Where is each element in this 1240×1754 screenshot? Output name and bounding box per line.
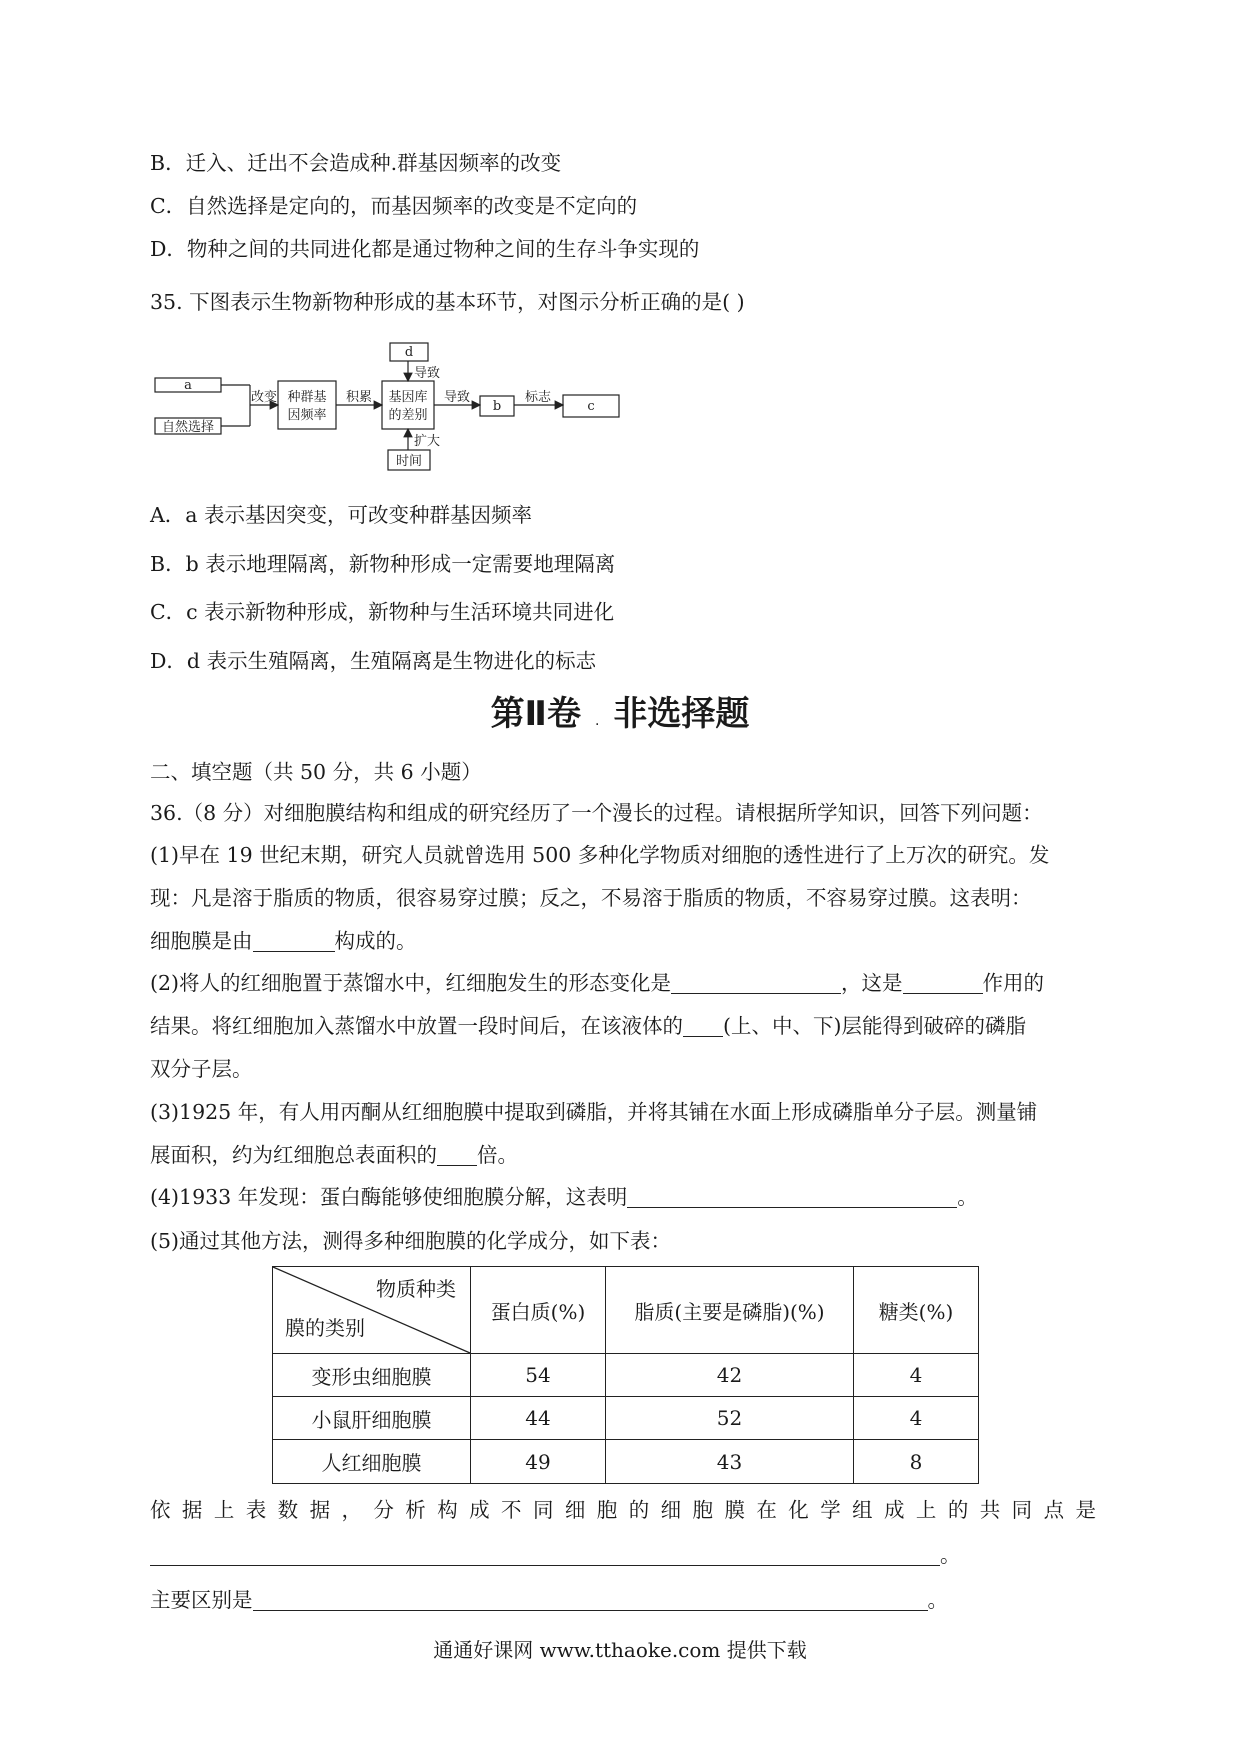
svg-text:时间: 时间 xyxy=(395,454,423,469)
cell-value: 49 xyxy=(471,1440,606,1484)
answer-blank-8[interactable] xyxy=(253,1588,928,1611)
q35-option-b: B．b 表示地理隔离，新物种形成一定需要地理隔离 xyxy=(150,552,616,576)
cell-value: 8 xyxy=(854,1440,979,1484)
svg-text:种群基: 种群基 xyxy=(287,390,327,405)
q36-p2-line1: (2)将人的红细胞置于蒸馏水中，红细胞发生的形态变化是 ，这是 作用的 xyxy=(150,971,1045,995)
svg-text:积累: 积累 xyxy=(345,390,373,405)
row-name: 变形虫细胞膜 xyxy=(273,1354,471,1397)
svg-text:改变: 改变 xyxy=(250,390,278,405)
cell-value: 4 xyxy=(854,1397,979,1440)
svg-text:导致: 导致 xyxy=(443,390,471,405)
row-name: 小鼠肝细胞膜 xyxy=(273,1397,471,1440)
section-title: 第Ⅱ卷 . 非选择题 xyxy=(490,694,750,734)
header-sugar: 糖类(%) xyxy=(854,1267,979,1354)
header-protein: 蛋白质(%) xyxy=(471,1267,606,1354)
q36-p2-line3: 双分子层。 xyxy=(150,1057,253,1081)
q36-stem: 36.（8 分）对细胞膜结构和组成的研究经历了一个漫长的过程。请根据所学知识，回答下列问题： xyxy=(150,801,1043,825)
q35-stem: 35. 下图表示生物新物种形成的基本环节，对图示分析正确的是( ) xyxy=(150,290,745,314)
membrane-composition-table xyxy=(272,1266,979,1484)
speciation-diagram xyxy=(150,338,630,478)
q36-p3-line2: 展面积，约为红细胞总表面积的 倍。 xyxy=(150,1143,518,1167)
corner-bottom-label: 膜的类别 xyxy=(285,1316,365,1340)
answer-blank-4[interactable] xyxy=(683,1014,723,1037)
cell-value: 44 xyxy=(471,1397,606,1440)
row-name: 人红细胞膜 xyxy=(273,1440,471,1484)
q36-p2-line2: 结果。将红细胞加入蒸馏水中放置一段时间后，在该液体的 (上、中、下)层能得到破碎的磷脂 xyxy=(150,1014,1026,1038)
corner-top-label: 物质种类 xyxy=(376,1277,456,1301)
svg-text:自然选择: 自然选择 xyxy=(161,420,215,435)
answer-blank-6[interactable] xyxy=(627,1185,957,1208)
q36-p1-line3: 细胞膜是由 构成的。 xyxy=(150,929,417,953)
svg-text:导致: 导致 xyxy=(413,366,441,381)
svg-text:c: c xyxy=(587,399,595,414)
svg-text:b: b xyxy=(492,399,502,414)
footer-credit: 通通好课网 www.tthaoke.com 提供下载 xyxy=(433,1638,807,1662)
answer-blank-3[interactable] xyxy=(903,971,983,994)
svg-text:的差别: 的差别 xyxy=(388,408,428,423)
cell-value: 52 xyxy=(606,1397,854,1440)
q36-p3-line1: (3)1925 年，有人用丙酮从红细胞膜中提取到磷脂，并将其铺在水面上形成磷脂单分子层。测量铺 xyxy=(150,1100,1038,1124)
table-row xyxy=(273,1354,979,1397)
part-heading: 二、填空题（共 50 分，共 6 小题） xyxy=(150,760,482,784)
q36-p4: (4)1933 年发现：蛋白酶能够使细胞膜分解，这表明 。 xyxy=(150,1185,978,1209)
q35-option-a: A．a 表示基因突变，可改变种群基因频率 xyxy=(150,503,533,527)
svg-text:扩大: 扩大 xyxy=(413,434,441,449)
svg-text:因频率: 因频率 xyxy=(287,408,327,423)
table-row xyxy=(273,1440,979,1484)
answer-blank-2[interactable] xyxy=(671,971,841,994)
q36-p1-line2: 现：凡是溶于脂质的物质，很容易穿过膜；反之，不易溶于脂质的物质，不容易穿过膜。这表明： xyxy=(150,886,1032,910)
q36-common-answer-line: 。 xyxy=(150,1540,961,1570)
cell-value: 54 xyxy=(471,1354,606,1397)
cell-value: 4 xyxy=(854,1354,979,1397)
svg-text:基因库: 基因库 xyxy=(388,390,428,405)
svg-text:d: d xyxy=(404,345,414,360)
q36-p1-line1: (1)早在 19 世纪末期，研究人员就曾选用 500 多种化学物质对细胞的透性进行了上万次的研究。发 xyxy=(150,843,1050,867)
cell-value: 42 xyxy=(606,1354,854,1397)
answer-blank-1[interactable] xyxy=(253,929,335,952)
svg-text:a: a xyxy=(184,378,192,393)
header-lipid: 脂质(主要是磷脂)(%) xyxy=(606,1267,854,1354)
svg-text:标志: 标志 xyxy=(524,390,552,405)
answer-blank-5[interactable] xyxy=(437,1143,477,1166)
q34-option-d: D．物种之间的共同进化都是通过物种之间的生存斗争实现的 xyxy=(150,237,700,261)
table-corner-cell xyxy=(273,1267,471,1354)
q36-common-point: 依据上表数据，分析构成不同细胞的细胞膜在化学组成上的共同点是 xyxy=(150,1498,1096,1522)
q34-option-b: B．迁入、迁出不会造成种.群基因频率的改变 xyxy=(150,151,562,175)
answer-blank-7[interactable] xyxy=(150,1543,940,1566)
q35-option-c: C．c 表示新物种形成，新物种与生活环境共同进化 xyxy=(150,600,615,624)
cell-value: 43 xyxy=(606,1440,854,1484)
q36-p5: (5)通过其他方法，测得多种细胞膜的化学成分，如下表： xyxy=(150,1229,672,1253)
q34-option-c: C．自然选择是定向的，而基因频率的改变是不定向的 xyxy=(150,194,638,218)
q36-difference: 主要区别是 。 xyxy=(150,1588,948,1612)
q35-option-d: D．d 表示生殖隔离，生殖隔离是生物进化的标志 xyxy=(150,649,597,673)
table-row xyxy=(273,1397,979,1440)
